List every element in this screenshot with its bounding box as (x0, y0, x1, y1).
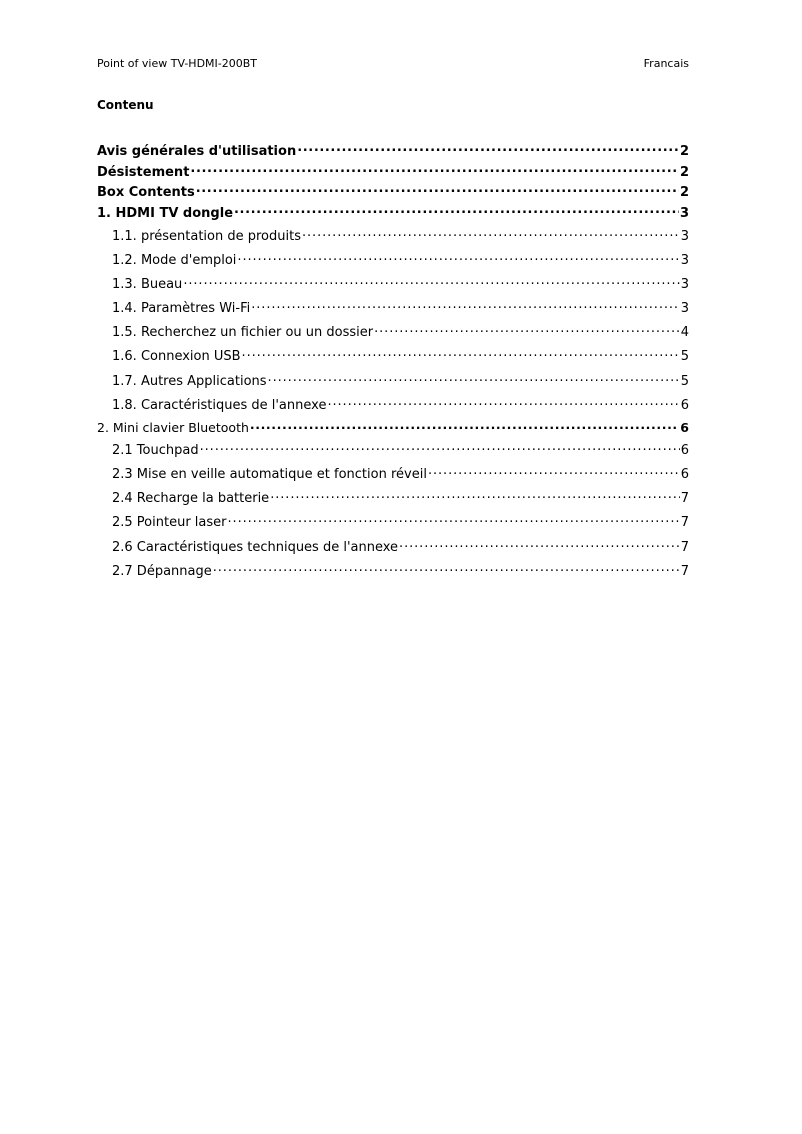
toc-entry-label: 1.3. Bueau (112, 277, 183, 292)
dot-leader (234, 203, 679, 217)
toc-entry-label: 2. Mini clavier Bluetooth (97, 420, 249, 435)
dot-leader (213, 561, 680, 575)
toc-entry-label: 1.8. Caractéristiques de l'annexe (112, 398, 327, 413)
dot-leader (200, 440, 680, 454)
toc-entry-label: 1.4. Paramètres Wi-Fi (112, 301, 251, 316)
toc-entry[interactable] (97, 141, 689, 159)
toc-entry[interactable] (97, 537, 689, 555)
toc-entry-label: 2.4 Recharge la batterie (112, 491, 270, 506)
toc-entry-page: 5 (680, 374, 689, 389)
dot-leader (183, 274, 679, 288)
toc-entry-label: Désistement (97, 165, 190, 180)
toc-entry[interactable] (97, 371, 689, 389)
dot-leader (250, 418, 679, 432)
dot-leader (242, 346, 680, 360)
toc-entry-page: 2 (679, 165, 689, 180)
toc-entry-page: 3 (680, 253, 689, 268)
dot-leader (428, 464, 680, 478)
toc-entry-page: 4 (680, 325, 689, 340)
dot-leader (190, 162, 679, 176)
dot-leader (237, 250, 679, 264)
toc-entry[interactable] (97, 226, 689, 244)
toc-entry[interactable] (97, 274, 689, 292)
toc-entry-label: 1.7. Autres Applications (112, 374, 267, 389)
toc-entry-page: 5 (680, 349, 689, 364)
toc-entry[interactable] (97, 346, 689, 364)
dot-leader (268, 371, 680, 385)
toc-entry-page: 6 (680, 443, 689, 458)
toc-entry-label: 1.2. Mode d'emploi (112, 253, 237, 268)
dot-leader (270, 488, 680, 502)
toc-entry[interactable] (97, 250, 689, 268)
toc-entry-page: 3 (680, 229, 689, 244)
toc-entry[interactable] (97, 464, 689, 482)
toc-entry-page: 6 (680, 420, 689, 435)
toc-entry-page: 7 (680, 540, 689, 555)
toc-entry-page: 7 (680, 564, 689, 579)
document-language: Francais (643, 57, 689, 70)
dot-leader (297, 141, 679, 155)
toc-entry-page: 6 (680, 467, 689, 482)
toc-entry[interactable] (97, 488, 689, 506)
toc-entry[interactable] (97, 298, 689, 316)
toc-entry-label: 2.3 Mise en veille automatique et fonction réveil (112, 467, 427, 482)
toc-entry[interactable] (97, 162, 689, 180)
toc-entry-label: 1.5. Recherchez un fichier ou un dossier (112, 325, 374, 340)
toc-entry-page: 7 (680, 491, 689, 506)
toc-entry-page: 6 (680, 398, 689, 413)
toc-entry-label: 1. HDMI TV dongle (97, 206, 234, 221)
toc-heading: Contenu (97, 98, 154, 112)
toc-entry[interactable] (97, 440, 689, 458)
toc-entry-label: Avis générales d'utilisation (97, 144, 297, 159)
toc-entry-label: 2.1 Touchpad (112, 443, 199, 458)
toc-entry[interactable] (97, 418, 689, 436)
dot-leader (196, 182, 679, 196)
toc-entry-label: 2.6 Caractéristiques techniques de l'annexe (112, 540, 399, 555)
toc-entry[interactable] (97, 395, 689, 413)
toc-entry[interactable] (97, 561, 689, 579)
toc-entry-page: 3 (679, 206, 689, 221)
toc-entry-page: 2 (679, 144, 689, 159)
toc-entry-label: Box Contents (97, 185, 195, 200)
toc-entry-label: 2.7 Dépannage (112, 564, 212, 579)
toc-entry[interactable] (97, 512, 689, 530)
toc-entry-label: 1.6. Connexion USB (112, 349, 241, 364)
toc-entry-label: 1.1. présentation de produits (112, 229, 301, 244)
dot-leader (302, 226, 680, 240)
dot-leader (228, 512, 680, 526)
dot-leader (374, 322, 680, 336)
dot-leader (251, 298, 680, 312)
dot-leader (399, 537, 680, 551)
toc-entry-label: 2.5 Pointeur laser (112, 515, 227, 530)
document-title: Point of view TV-HDMI-200BT (97, 57, 258, 70)
toc-entry-page: 3 (680, 301, 689, 316)
toc-entry-page: 7 (680, 515, 689, 530)
toc-entry[interactable] (97, 182, 689, 200)
page-header (97, 57, 689, 73)
dot-leader (327, 395, 679, 409)
toc-entry-page: 2 (679, 185, 689, 200)
toc-entry[interactable] (97, 322, 689, 340)
toc-entry[interactable] (97, 203, 689, 221)
toc-entry-page: 3 (680, 277, 689, 292)
